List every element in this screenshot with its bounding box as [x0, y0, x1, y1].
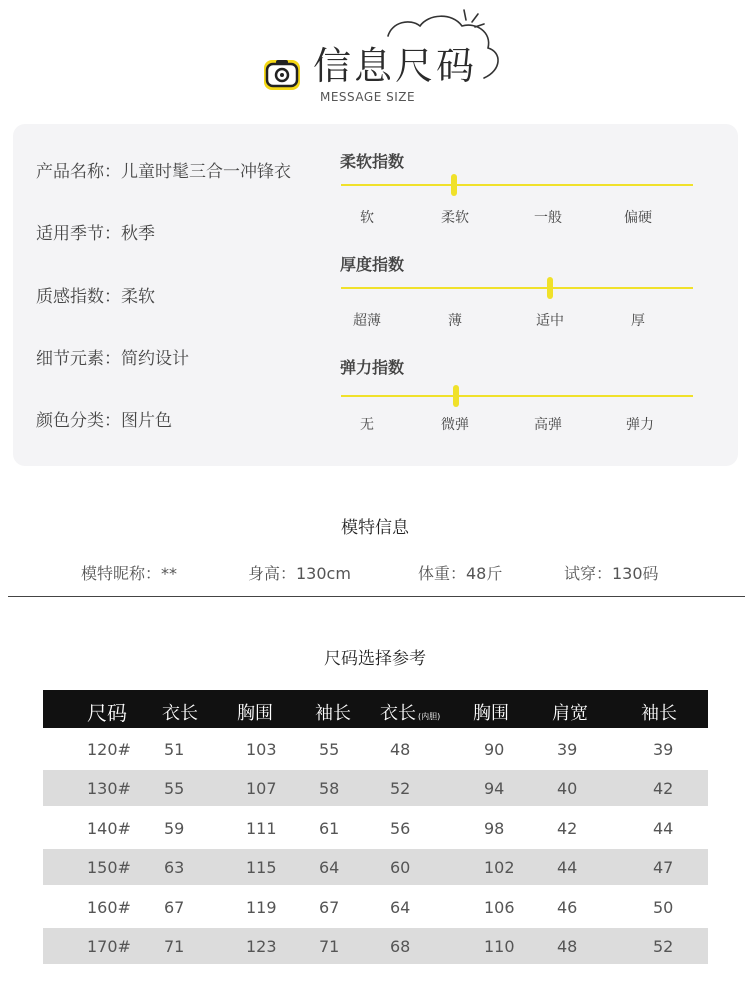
- table-cell: 94: [484, 779, 505, 798]
- table-cell: 50: [653, 898, 674, 917]
- softness-label: 偏硬: [624, 210, 652, 226]
- table-cell: 48: [390, 740, 411, 759]
- elasticity-label: 高弹: [534, 417, 562, 433]
- table-cell: 119: [246, 898, 277, 917]
- table-row: [43, 928, 708, 964]
- attr-texture: 质感指数：柔软: [36, 287, 155, 307]
- attr-season: 适用季节：秋季: [36, 224, 155, 244]
- table-cell: 46: [557, 898, 578, 917]
- camera-icon: [262, 56, 302, 94]
- table-cell: 51: [164, 740, 185, 759]
- header-cell: 尺码: [87, 701, 127, 725]
- page-subtitle: MESSAGE SIZE: [320, 90, 416, 104]
- table-cell: 123: [246, 937, 277, 956]
- elasticity-label: 微弹: [441, 417, 469, 433]
- thickness-marker: [547, 277, 553, 299]
- table-row: [43, 889, 708, 925]
- table-cell: 160#: [87, 898, 131, 917]
- table-cell: 42: [653, 779, 674, 798]
- table-cell: 40: [557, 779, 578, 798]
- thickness-label: 厚: [631, 313, 645, 329]
- table-cell: 59: [164, 819, 185, 838]
- table-cell: 64: [319, 858, 340, 877]
- table-cell: 44: [557, 858, 578, 877]
- header-cell: [380, 699, 440, 725]
- table-cell: 106: [484, 898, 515, 917]
- table-cell: 120#: [87, 740, 131, 759]
- table-header: [43, 690, 708, 728]
- elasticity-index-title: 弹力指数: [340, 358, 405, 377]
- elasticity-marker: [453, 385, 459, 407]
- attr-color: 颜色分类：图片色: [36, 411, 172, 431]
- table-cell: 44: [653, 819, 674, 838]
- table-cell: 67: [319, 898, 340, 917]
- thickness-label: 超薄: [353, 313, 381, 329]
- thickness-track: [341, 287, 693, 289]
- header-cell: 袖长: [315, 703, 351, 724]
- thickness-label: 薄: [448, 313, 462, 329]
- table-row: [43, 770, 708, 806]
- table-cell: 56: [390, 819, 411, 838]
- table-row: [43, 810, 708, 846]
- table-cell: 102: [484, 858, 515, 877]
- table-cell: 71: [164, 937, 185, 956]
- table-cell: 48: [557, 937, 578, 956]
- thickness-label: 适中: [536, 313, 564, 329]
- table-cell: 130#: [87, 779, 131, 798]
- table-cell: 111: [246, 819, 277, 838]
- table-cell: 110: [484, 937, 515, 956]
- header-cell-text: 衣长: [380, 703, 416, 724]
- header-cell: 衣长: [162, 703, 198, 724]
- table-cell: 170#: [87, 937, 131, 956]
- table-cell: 39: [653, 740, 674, 759]
- table-row: [43, 849, 708, 885]
- model-weight: 体重：48斤: [418, 564, 503, 583]
- table-cell: 60: [390, 858, 411, 877]
- softness-track: [341, 184, 693, 186]
- table-cell: 103: [246, 740, 277, 759]
- table-cell: 107: [246, 779, 277, 798]
- table-cell: 64: [390, 898, 411, 917]
- softness-index-title: 柔软指数: [340, 152, 405, 171]
- table-cell: 90: [484, 740, 505, 759]
- header-cell: 肩宽: [552, 703, 588, 724]
- table-cell: 150#: [87, 858, 131, 877]
- elasticity-label: 无: [360, 417, 374, 433]
- header-cell: 胸围: [473, 703, 509, 724]
- attr-details: 细节元素：简约设计: [36, 349, 189, 369]
- header-cell: 胸围: [237, 703, 273, 724]
- elasticity-label: 弹力: [626, 417, 654, 433]
- header-cell: 袖长: [641, 703, 677, 724]
- size-table-title: 尺码选择参考: [324, 649, 426, 669]
- thickness-index-title: 厚度指数: [340, 255, 405, 274]
- table-cell: 55: [319, 740, 340, 759]
- table-cell: 140#: [87, 819, 131, 838]
- table-cell: 42: [557, 819, 578, 838]
- model-nickname: 模特昵称：**: [81, 564, 178, 583]
- softness-label: 柔软: [441, 210, 469, 226]
- table-cell: 61: [319, 819, 340, 838]
- model-height: 身高：130cm: [248, 564, 351, 583]
- table-row: [43, 731, 708, 767]
- table-cell: 52: [653, 937, 674, 956]
- table-cell: 55: [164, 779, 185, 798]
- section-divider: [8, 596, 745, 597]
- header-note: (内胆): [418, 712, 441, 721]
- elasticity-track: [341, 395, 693, 397]
- model-info-title: 模特信息: [341, 518, 409, 538]
- table-cell: 52: [390, 779, 411, 798]
- softness-label: 软: [360, 210, 374, 226]
- table-cell: 47: [653, 858, 674, 877]
- table-cell: 68: [390, 937, 411, 956]
- page-title: 信息尺码: [313, 44, 478, 88]
- table-cell: 63: [164, 858, 185, 877]
- table-cell: 98: [484, 819, 505, 838]
- model-fit-size: 试穿：130码: [564, 564, 659, 583]
- softness-marker: [451, 174, 457, 196]
- table-cell: 115: [246, 858, 277, 877]
- table-cell: 39: [557, 740, 578, 759]
- softness-label: 一般: [534, 210, 562, 226]
- attr-product-name: 产品名称：儿童时髦三合一冲锋衣: [36, 162, 291, 182]
- table-cell: 67: [164, 898, 185, 917]
- table-cell: 58: [319, 779, 340, 798]
- table-cell: 71: [319, 937, 340, 956]
